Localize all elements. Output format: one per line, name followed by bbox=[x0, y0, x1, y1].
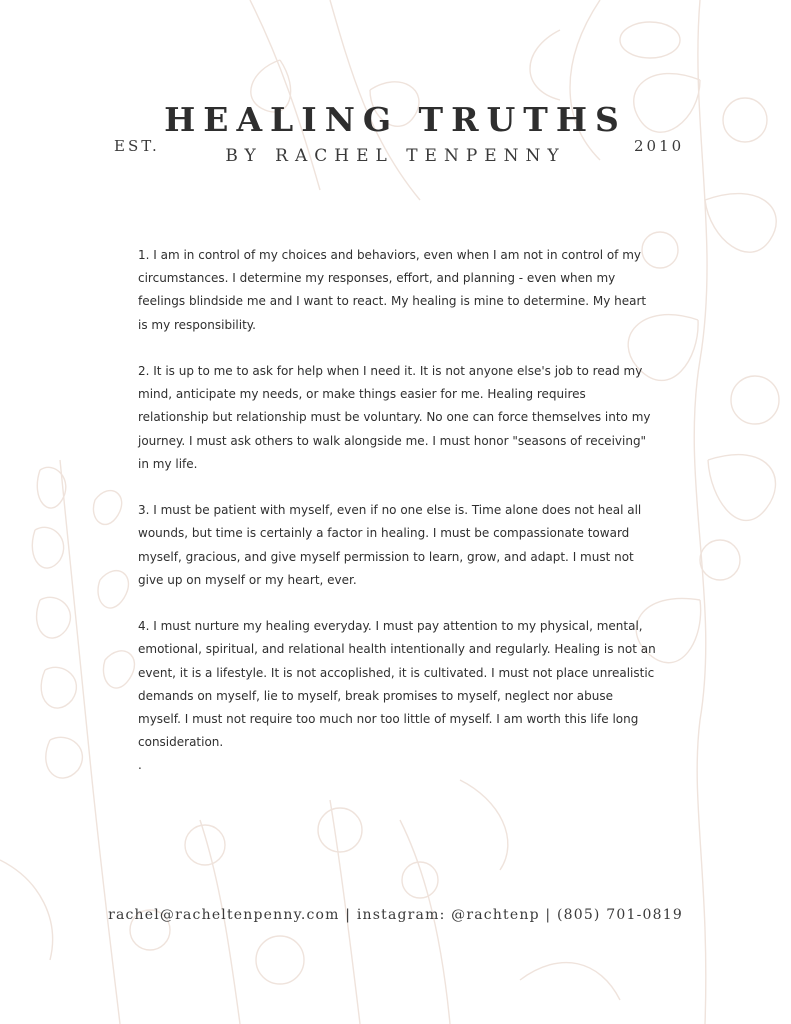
trailing-mark: . bbox=[138, 758, 142, 773]
established-year: 2010 bbox=[634, 137, 685, 155]
truth-paragraph-1: 1. I am in control of my choices and behaviors, even when I am not in control of my circumstances. I determine my responses, effort, and planning - even when my feelings blindside me and I want to react. My healing is mine to determine. My heart is my responsibility. bbox=[138, 248, 647, 332]
truth-paragraph-3: 3. I must be patient with myself, even if no one else is. Time alone does not heal all wounds, but time is certainly a factor in healing. I must be compassionate toward myself, gracious, and give myself permission to learn, grow, and adapt. I must not give up on myself or my heart, ever. bbox=[138, 503, 642, 587]
established-label: EST. bbox=[114, 137, 160, 155]
truth-paragraph-2: 2. It is up to me to ask for help when I need it. It is not anyone else's job to read my mind, anticipate my needs, or make things easier for me. Healing requires relationship but relationship must be voluntary. No one can force themselves into my journey. I must ask others to walk alongside me. I must honor "seasons of receiving" in my life. bbox=[138, 364, 651, 471]
truth-paragraph-4: 4. I must nurture my healing everyday. I must pay attention to my physical, mental, emotional, spiritual, and relational health intentionally and regularly. Healing is not an event, it is a lifestyle. It is not accoplished, it is cultivated. I must not place unrealistic demands on myself, lie to myself, break promises to myself, neglect nor abuse myself. I must not require too much nor too little of myself. I am worth this life long consideration. bbox=[138, 619, 656, 750]
truths-list bbox=[138, 244, 658, 778]
contact-footer: rachel@racheltenpenny.com | instagram: @rachtenp | (805) 701-0819 bbox=[108, 907, 683, 923]
page-title: HEALING TRUTHS bbox=[164, 100, 627, 139]
author-byline: BY RACHEL TENPENNY bbox=[225, 146, 566, 166]
